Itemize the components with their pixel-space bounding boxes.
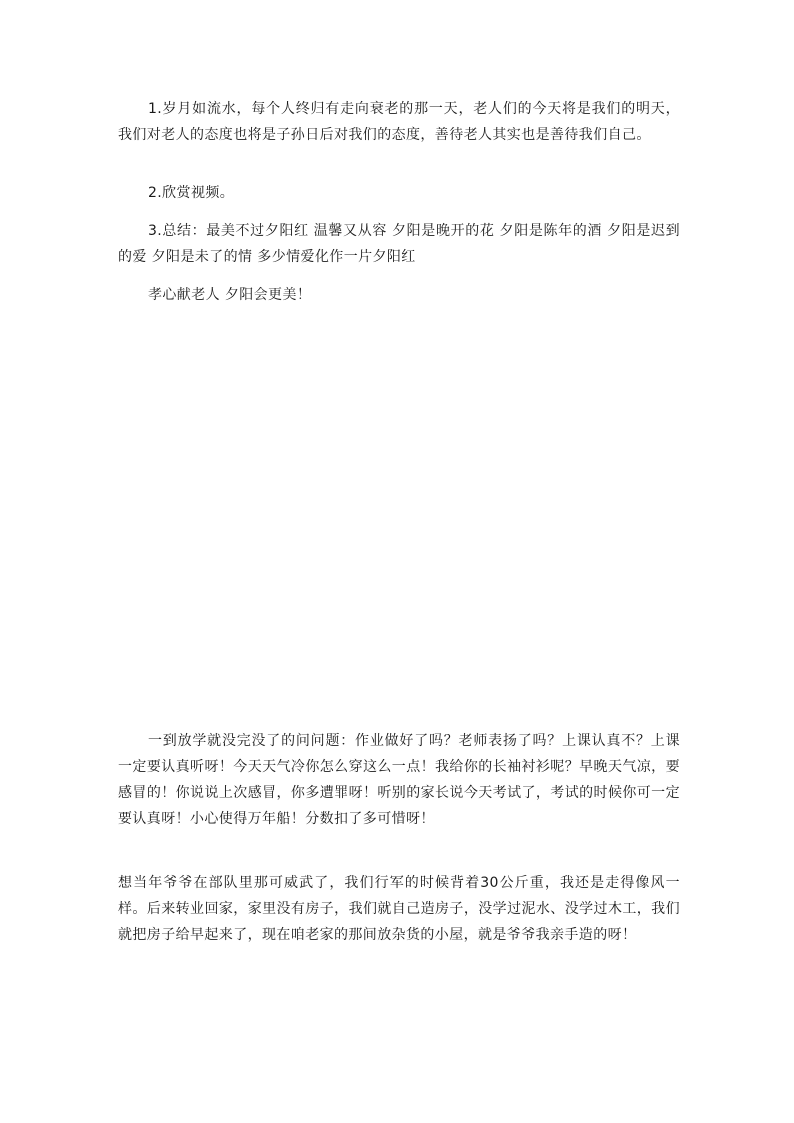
paragraph-grandpa-story: 想当年爷爷在部队里那可威武了，我们行军的时候背着30公斤重，我还是走得像风一样。后来转业回家，家里没有房子，我们就自己造房子，没学过泥水、没学过木工，我们就把房子给早起来了，现在咱老家的那间放杂货的小屋，就是爷爷我亲手造的呀！ (118, 875, 680, 943)
paragraph-point-1: 1.岁月如流水，每个人终归有走向衰老的那一天，老人们的今天将是我们的明天，我们对老人的态度也将是子孙日后对我们的态度，善待老人其实也是善待我们自己。 (118, 101, 680, 143)
paragraph-point-3: 3.总结：最美不过夕阳红 温馨又从容 夕阳是晚开的花 夕阳是陈年的酒 夕阳是迟到的爱 夕阳是未了的情 多少情爱化作一片夕阳红 (118, 223, 680, 265)
paragraph-slogan: 孝心献老人 夕阳会更美！ (148, 287, 312, 303)
paragraph-point-2: 2.欣赏视频。 (148, 185, 235, 201)
paragraph-parent-questions: 一到放学就没完没了的问问题：作业做好了吗？老师表扬了吗？上课认真不？上课一定要认真听呀！今天天气冷你怎么穿这么一点！我给你的长袖衬衫呢？早晚天气凉，要感冒的！你说说上次感冒，你多遭罪呀！听别的家长说今天考试了，考试的时候你可一定要认真呀！小心使得万年船！分数扣了多可惜呀！ (118, 733, 680, 827)
